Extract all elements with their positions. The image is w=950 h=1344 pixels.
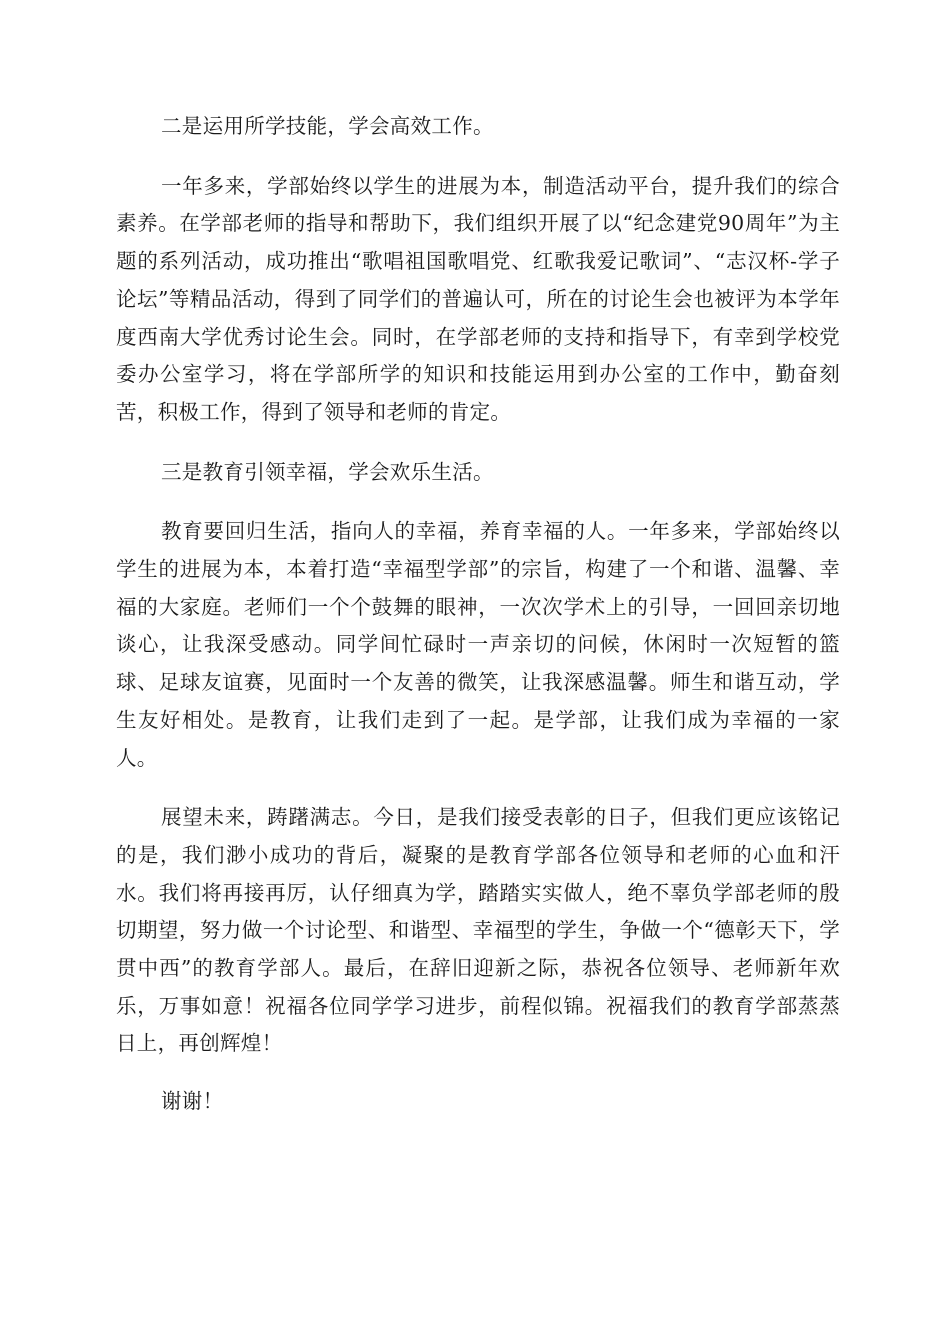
section-heading-two: 二是运用所学技能，学会高效工作。 — [161, 114, 494, 138]
body-paragraph: 一年多来，学部始终以学生的进展为本，制造活动平台，提升我们的综合素养。在学部老师的指导和帮助下，我们组织开展了以“纪念建党90周年”为主题的系列活动，成功推出“歌唱祖国歌唱党、红歌我爱记歌词”、“志汉杯-学子论坛”等精品活动，得到了同学们的普遍认可，所在的讨论生会也被评为本学年度西南大学优秀讨论生会。同时，在学部老师的支持和指导下，有幸到学校党委办公室学习，将在学部所学的知识和技能运用到办公室的工作中，勤奋刻苦，积极工作，得到了领导和老师的肯定。 — [116, 173, 840, 424]
document-body — [116, 108, 840, 1121]
section-heading-three: 三是教育引领幸福，学会欢乐生活。 — [161, 459, 494, 484]
closing-thanks: 谢谢！ — [161, 1089, 224, 1114]
body-paragraph: 教育要回归生活，指向人的幸福，养育幸福的人。一年多来，学部始终以学生的进展为本，本着打造“幸福型学部”的宗旨，构建了一个和谐、温馨、幸福的大家庭。老师们一个个鼓舞的眼神，一次次学术上的引导，一回回亲切地谈心，让我深受感动。同学间忙碌时一声亲切的问候，休闲时一次短暂的篮球、足球友谊赛，见面时一个友善的微笑，让我深感温馨。师生和谐互动，学生友好相处。是教育，让我们走到了一起。是学部，让我们成为幸福的一家人。 — [116, 519, 840, 770]
body-paragraph: 展望未来，踌躇满志。今日，是我们接受表彰的日子，但我们更应该铭记的是，我们渺小成功的背后，凝聚的是教育学部各位领导和老师的心血和汗水。我们将再接再厉，认仔细真为学，踏踏实实做人，绝不辜负学部老师的殷切期望，努力做一个讨论型、和谐型、幸福型的学生，争做一个“德彰天下，学贯中西”的教育学部人。最后，在辞旧迎新之际，恭祝各位领导、老师新年欢乐，万事如意！祝福各位同学学习进步，前程似锦。祝福我们的教育学部蒸蒸日上，再创辉煌！ — [116, 805, 840, 1056]
